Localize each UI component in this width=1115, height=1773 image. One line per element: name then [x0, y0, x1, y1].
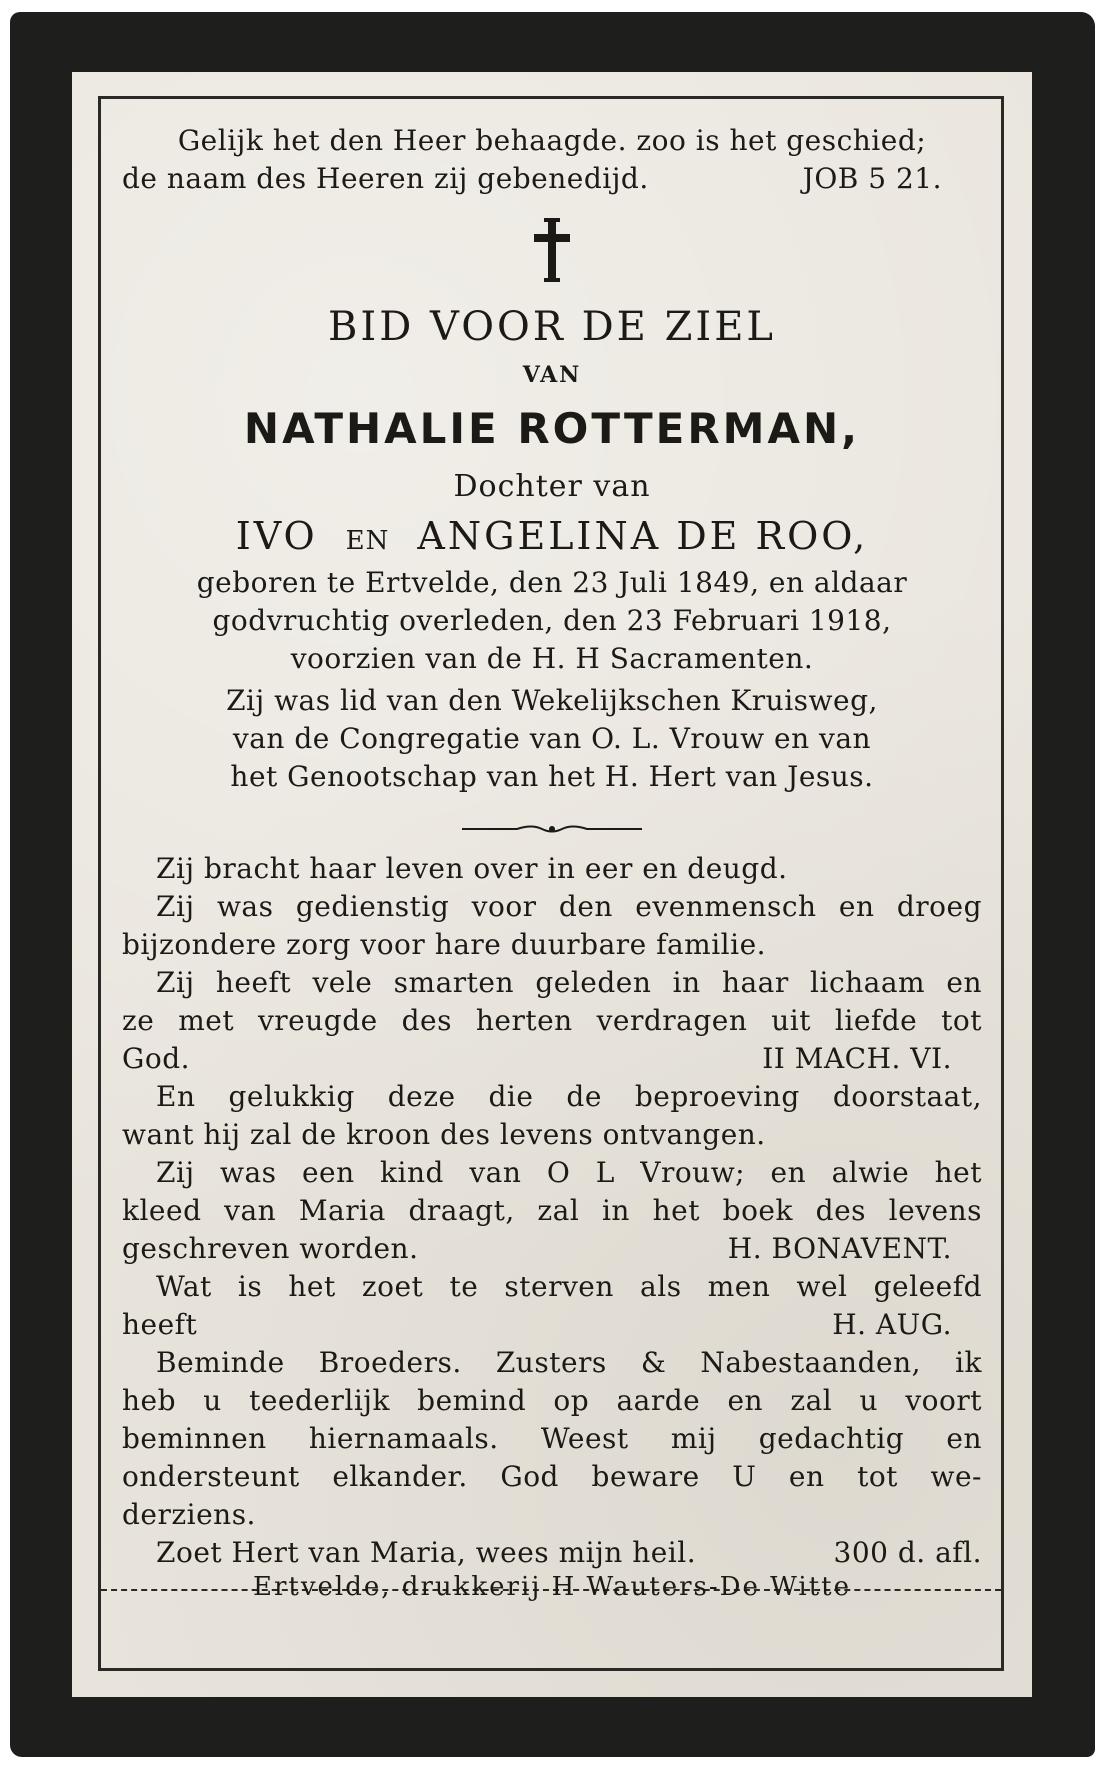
bio-line: geboren te Ertvelde, den 23 Juli 1849, en aldaar	[196, 566, 908, 599]
text-line: kleed van Maria draagt, zal in het boek des levens	[122, 1194, 982, 1227]
reference: H. AUG.	[832, 1308, 952, 1341]
prayer-title: BID VOOR DE ZIEL	[328, 304, 776, 350]
text-line: En gelukkig deze die de beproeving doorstaat,	[156, 1080, 982, 1113]
text-line: Zij bracht haar leven over in eer en deugd.	[156, 852, 788, 885]
text-line: Beminde Broeders. Zusters & Nabestaanden, ik	[156, 1346, 982, 1379]
membership-line: Zij was lid van den Wekelijkschen Kruisweg,	[226, 684, 878, 717]
ornament-divider-icon	[122, 822, 982, 836]
en-label: EN	[345, 526, 390, 556]
memorial-text	[122, 850, 982, 1572]
text-line: Zij heeft vele smarten geleden in haar lichaam en	[156, 966, 982, 999]
text-line: Zij was gedienstig voor den evenmensch en droeg	[156, 890, 982, 923]
deceased-name: NATHALIE ROTTERMAN,	[243, 404, 861, 453]
epigraph-reference: JOB 5 21.	[802, 162, 942, 195]
reference: H. BONAVENT.	[727, 1232, 952, 1265]
text-line: ze met vreugde des herten verdragen uit liefde tot	[122, 1004, 982, 1037]
parent-1: IVO	[235, 514, 318, 558]
membership-line: het Genootschap van het H. Hert van Jesus.	[230, 760, 874, 793]
dochter-van: Dochter van	[453, 469, 651, 504]
parents-names	[122, 514, 982, 558]
text-line: beminnen hiernamaals. Weest mij gedachtig en	[122, 1422, 982, 1455]
text-line: derziens.	[122, 1498, 256, 1531]
text-line: bijzondere zorg voor hare duurbare familie.	[122, 928, 767, 961]
epigraph-line-1: Gelijk het den Heer behaagde. zoo is het geschied;	[177, 124, 927, 157]
epigraph-line-2: de naam des Heeren zij gebenedijd.	[122, 162, 649, 195]
reference: II MACH. VI.	[762, 1042, 952, 1075]
text-line: Wat is het zoet te sterven als men wel geleefd	[156, 1270, 982, 1303]
text-line: Zoet Hert van Maria, wees mijn heil.	[156, 1536, 697, 1569]
card-panel	[72, 72, 1032, 1697]
van-label: VAN	[522, 362, 582, 388]
reference: 300 d. afl.	[833, 1536, 982, 1569]
cross-icon	[122, 218, 982, 282]
epigraph	[122, 122, 982, 198]
text-line: heb u teederlijk bemind op aarde en zal u voort	[122, 1384, 982, 1417]
text-line: Zij was een kind van O L Vrouw; en alwie het	[156, 1156, 982, 1189]
printer-footer: Ertvelde, drukkerij H Wauters-De Witte	[253, 1572, 851, 1602]
membership-line: van de Congregatie van O. L. Vrouw en van	[232, 722, 872, 755]
text-line: geschreven worden.	[122, 1232, 419, 1265]
card-content	[122, 122, 982, 1572]
text-line: want hij zal de kroon des levens ontvangen.	[122, 1118, 766, 1151]
bio-line: voorzien van de H. H Sacramenten.	[290, 642, 814, 675]
bio-block	[122, 564, 982, 678]
text-line: ondersteunt elkander. God beware U en tot we-	[122, 1460, 982, 1493]
bio-line: godvruchtig overleden, den 23 Februari 1918,	[212, 604, 892, 637]
membership-block	[122, 682, 982, 796]
parent-2: ANGELINA DE ROO,	[417, 514, 869, 558]
text-line: God.	[122, 1042, 191, 1075]
text-line: heeft	[122, 1308, 198, 1341]
memorial-card	[10, 12, 1095, 1757]
